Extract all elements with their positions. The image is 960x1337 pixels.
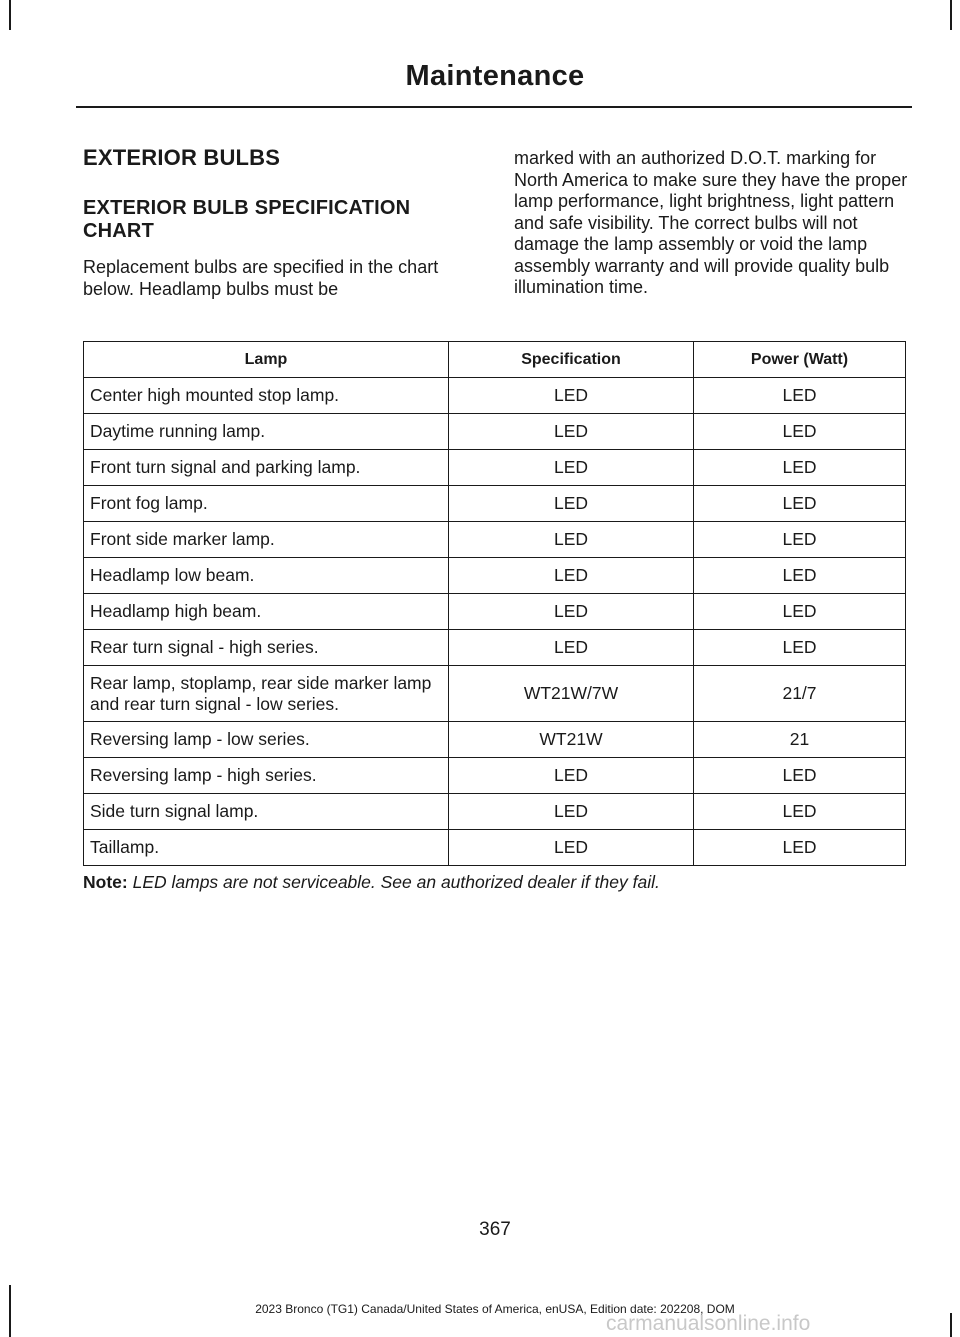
power-cell: LED <box>694 630 906 666</box>
spec-cell: LED <box>449 414 694 450</box>
power-cell: LED <box>694 558 906 594</box>
power-cell: LED <box>694 794 906 830</box>
lamp-cell: Front side marker lamp. <box>84 522 449 558</box>
crop-mark-top-left <box>9 0 11 30</box>
power-cell: LED <box>694 486 906 522</box>
spec-cell: LED <box>449 830 694 866</box>
spec-cell: WT21W <box>449 722 694 758</box>
left-column <box>83 145 478 300</box>
edition-footer: 2023 Bronco (TG1) Canada/United States of America, enUSA, Edition date: 202208, DOM <box>255 1302 735 1316</box>
lamp-cell: Reversing lamp - high series. <box>84 758 449 794</box>
crop-mark-bottom-right <box>950 1313 952 1337</box>
table-row <box>84 758 906 794</box>
lamp-cell: Headlamp low beam. <box>84 558 449 594</box>
table-row <box>84 522 906 558</box>
table-row <box>84 794 906 830</box>
power-cell: LED <box>694 378 906 414</box>
spec-cell: LED <box>449 558 694 594</box>
sub-heading: EXTERIOR BULB SPECIFICATION CHART <box>83 197 411 242</box>
table-row <box>84 722 906 758</box>
power-cell: LED <box>694 830 906 866</box>
table-row <box>84 378 906 414</box>
intro-paragraph-right: marked with an authorized D.O.T. marking for North America to make sure they have the proper lamp performance, light brightness, light pattern and safe visibility. The correct bulbs will not damage the lamp assembly or void the lamp assembly warranty and will provide quality bulb illumination time. <box>514 148 908 297</box>
power-cell: LED <box>694 450 906 486</box>
table-row <box>84 830 906 866</box>
spec-cell: LED <box>449 486 694 522</box>
table-row <box>84 666 906 722</box>
page-header-title: Maintenance <box>405 60 585 92</box>
header-specification: Specification <box>449 342 694 378</box>
lamp-cell: Headlamp high beam. <box>84 594 449 630</box>
note-text: LED lamps are not serviceable. See an authorized dealer if they fail. <box>132 872 660 892</box>
lamp-cell: Rear turn signal - high series. <box>84 630 449 666</box>
spec-cell: LED <box>449 378 694 414</box>
header-lamp: Lamp <box>84 342 449 378</box>
power-cell: 21/7 <box>694 666 906 722</box>
table-row <box>84 630 906 666</box>
watermark: carmanualsonline.info <box>606 1312 811 1335</box>
spec-cell: WT21W/7W <box>449 666 694 722</box>
lamp-cell: Reversing lamp - low series. <box>84 722 449 758</box>
note-label: Note: <box>83 872 128 892</box>
table-row <box>84 414 906 450</box>
power-cell: LED <box>694 414 906 450</box>
lamp-cell: Side turn signal lamp. <box>84 794 449 830</box>
table-row <box>84 558 906 594</box>
header-power: Power (Watt) <box>694 342 906 378</box>
spec-cell: LED <box>449 522 694 558</box>
spec-cell: LED <box>449 630 694 666</box>
lamp-cell: Front turn signal and parking lamp. <box>84 450 449 486</box>
intro-paragraph-left: Replacement bulbs are specified in the chart below. Headlamp bulbs must be <box>83 257 439 299</box>
power-cell: LED <box>694 758 906 794</box>
crop-mark-top-right <box>950 0 952 30</box>
header-divider <box>76 106 912 108</box>
table-row <box>84 450 906 486</box>
power-cell: LED <box>694 594 906 630</box>
table-row <box>84 486 906 522</box>
power-cell: 21 <box>694 722 906 758</box>
lamp-cell: Taillamp. <box>84 830 449 866</box>
section-heading: EXTERIOR BULBS <box>83 145 281 170</box>
spec-cell: LED <box>449 450 694 486</box>
lamp-cell: Daytime running lamp. <box>84 414 449 450</box>
note <box>83 872 660 893</box>
lamp-cell: Center high mounted stop lamp. <box>84 378 449 414</box>
table-header-row <box>84 342 906 378</box>
spec-cell: LED <box>449 758 694 794</box>
table-row <box>84 594 906 630</box>
right-column <box>514 148 914 299</box>
spec-cell: LED <box>449 794 694 830</box>
power-cell: LED <box>694 522 906 558</box>
bulb-spec-table <box>83 341 906 866</box>
lamp-cell: Front fog lamp. <box>84 486 449 522</box>
spec-cell: LED <box>449 594 694 630</box>
lamp-cell: Rear lamp, stoplamp, rear side marker lamp and rear turn signal - low series. <box>84 666 449 722</box>
page-number: 367 <box>479 1219 511 1240</box>
